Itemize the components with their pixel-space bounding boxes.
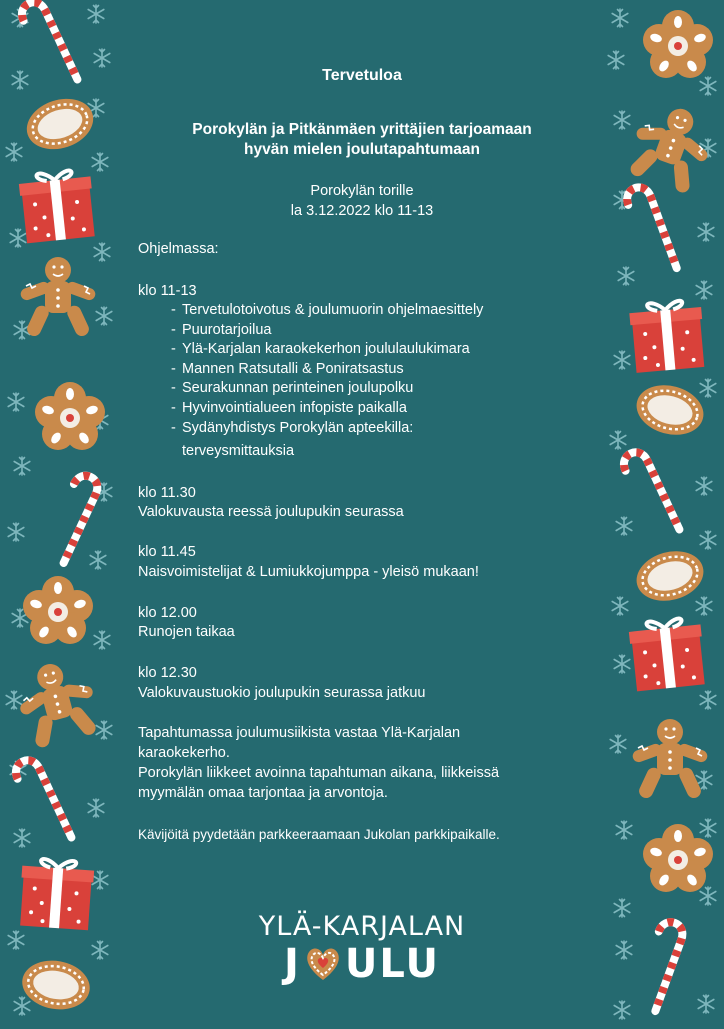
list-item: - Mannen Ratsutalli & Poniratsastus: [172, 360, 572, 380]
logo-joulu-rest: ULU: [344, 941, 440, 987]
flower-cookie-icon: [23, 576, 93, 644]
gingerbread-man-icon: [9, 654, 105, 753]
program-heading: Ohjelmassa:: [138, 241, 219, 257]
invitation-content: [138, 0, 586, 1024]
logo-line2: [0, 942, 724, 986]
gift-box-icon: [628, 616, 707, 691]
event-text: Valokuvaustuokio joulupukin seurassa jatkuu: [138, 685, 426, 701]
event-text: Runojen taikaa: [138, 624, 235, 640]
main-block-time: klo 11-13: [138, 283, 197, 299]
list-item: - Seurakunnan perinteinen joulupolku: [172, 379, 572, 399]
candy-cane-icon: [620, 448, 680, 539]
invitation-subtitle-line1: Porokylän ja Pitkänmäen yrittäjien tarjoamaan: [192, 121, 532, 138]
candy-cane-icon: [42, 472, 102, 563]
invitation-title: Tervetuloa: [322, 67, 402, 84]
right-border-illustrations: [604, 0, 724, 1024]
gingerbread-man-icon: [19, 257, 97, 338]
event-text: Naisvoimistelijat & Lumiukkojumppa - yleisö mukaan!: [138, 564, 479, 580]
yla-karjalan-joulu-logo: [0, 912, 724, 986]
parking-note: Kävijöitä pyydetään parkkeeraamaan Jukolan parkkipaikalle.: [138, 827, 500, 842]
right-decor-border: [604, 0, 724, 1024]
list-item-continuation: terveysmittauksia: [182, 443, 295, 459]
event-time: klo 12.00: [138, 605, 197, 621]
oval-cookie-icon: [631, 544, 709, 608]
list-item: - Sydänyhdistys Porokylän apteekilla:: [172, 419, 572, 439]
event-time: klo 11.30: [138, 485, 196, 501]
list-item: - Tervetulotoivotus & joulumuorin ohjelmaesittely: [172, 301, 572, 321]
candy-cane-icon: [624, 184, 677, 276]
event-place: Porokylän torille: [310, 183, 414, 199]
main-block-list: [172, 301, 572, 438]
music-line2: karaokekerho.: [138, 745, 230, 761]
list-item: - Hyvinvointialueen infopiste paikalla: [172, 399, 572, 419]
oval-cookie-icon: [631, 378, 709, 442]
event-datetime: la 3.12.2022 klo 11-13: [290, 203, 434, 219]
flower-cookie-icon: [643, 10, 713, 78]
event-text: Valokuvausta reessä joulupukin seurassa: [138, 504, 404, 520]
music-line1: Tapahtumassa joulumusiikista vastaa Ylä-Karjalan: [138, 725, 461, 741]
gingerbread-heart-icon: [303, 944, 343, 984]
invitation-subtitle-line2: hyvän mielen joulutapahtumaan: [244, 141, 480, 158]
gingerbread-man-icon: [631, 719, 709, 800]
candy-cane-icon: [12, 756, 72, 847]
left-decor-border: [0, 0, 120, 1024]
snowflake-icons: [6, 5, 112, 1015]
oval-cookie-icon: [20, 91, 100, 158]
flower-cookie-icon: [35, 382, 105, 450]
gift-box-icon: [18, 168, 97, 243]
logo-joulu-j: J: [284, 941, 301, 987]
shops-line2: myymälän omaa tarjontaa ja arvontoja.: [138, 785, 388, 801]
event-time: klo 11.45: [138, 544, 196, 560]
left-border-illustrations: [0, 0, 120, 1024]
list-item: - Ylä-Karjalan karaokekerhon joululaulukimara: [172, 340, 572, 360]
shops-line1: Porokylän liikkeet avoinna tapahtuman aikana, liikkeissä: [138, 765, 500, 781]
list-item: - Puurotarjoilua: [172, 321, 572, 341]
flower-cookie-icon: [643, 824, 713, 892]
event-time: klo 12.30: [138, 665, 197, 681]
logo-line1: YLÄ-KARJALAN: [258, 911, 466, 942]
gift-box-icon: [629, 299, 707, 373]
